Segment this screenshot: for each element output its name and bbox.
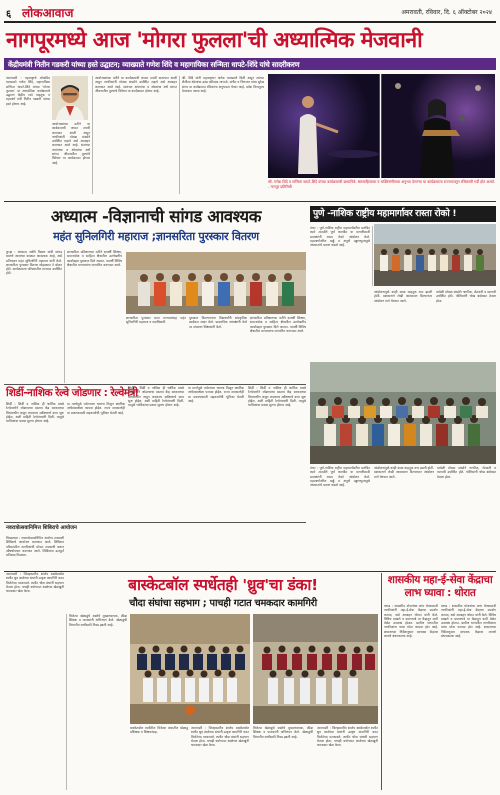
story1-lead-text-cont: आयोजकांच्या वतीने या कार्यक्रमाची जय्यत तयारी करण्यात आली असून नागरिकांनी मोठ्या संख्येने उपस्थित राहावे असे आवाहन करण्यात आले आहे. संतांच्या अभंगांचा व ओव्यांचा अर्थ सांगत जीवनातील मूल्यांचे विवेचन या कार्यक्रमात होणार आहे. — [52, 122, 90, 165]
story2-award-photo — [126, 252, 306, 314]
story4-col3-text: शिर्डी : शिर्डी व नाशिक ही धार्मिक स्थळे रेल्वेमार्गाने जोडण्याचा प्रस्ताव केंद्र सरकारच्या विचाराधीन असून लवकरच सर्वेक्षणाचे काम सुरू होईल, अशी माहिती रेल्वेमंत्र्यांनी दिली. यामुळे भाविकांचा प्रवास सुलभ होणार आहे. — [128, 386, 184, 408]
story1-stage-photo — [268, 74, 495, 178]
story6-second-team-photo — [253, 614, 378, 724]
story6-column-5 — [317, 726, 378, 788]
story1-headline: नागपूरमध्ये आज 'मोगरा फुलला'ची अध्यात्मिक मेजवानी — [6, 28, 423, 53]
story3-column-1 — [310, 226, 370, 358]
story6-column-2 — [69, 614, 127, 790]
story6-col3-text: अमरावती : जिल्हास्तरीय शालेय बास्केटबॉल स्पर्धेत ध्रुव शाळेच्या संघांनी उत्कृष्ट कामगिरी करत विजेतेपद पटकावले. स्पर्धेत चौदा संघांनी सहभाग घेतला होता. पाचही वयोगटात शाळेच्या खेळाडूंनी चमकदार खेळ केला. — [191, 726, 249, 748]
story3-col2-text: आंदोलनामुळे काही काळ वाहतूक ठप्प झाली होती. प्रशासनाने लेखी आश्वासन दिल्यानंतर आंदोलन मागे घेण्यात आले. — [374, 290, 432, 303]
story4-column-4 — [188, 386, 244, 520]
story1-column-3 — [182, 76, 264, 196]
story6-photo-caption — [130, 726, 188, 788]
story3-continued-1-text: मंचर : पुणे-नाशिक राष्ट्रीय महामार्गावरील प्रलंबित कामे तातडीने पूर्ण करावीत या मागणीसाठी ग्रामस्थांनी रास्ता रोको आंदोलन केले. महामार्गावरील खड्डे व अपूर्ण उड्डाणपुलामुळे अपघातांचे प्रमाण वाढले आहे. — [310, 466, 370, 488]
story1-col3-text: श्री. शिंदे यांनी महाराष्ट्रभर अनेक व्याख्याने दिली असून त्यांच्या शैलीला श्रोत्यांचा उदंड प्रतिसाद लाभतो. संगीत व निरूपण यांचा सुरेख संगम या कार्यक्रमात रसिकांना अनुभवता येणार आहे. प्रवेश विनामूल्य ठेवण्यात आला आहे. — [182, 76, 264, 93]
story7-headline-text: शासकीय महा-ई-सेवा केंद्राचा लाभ घ्यावा : थोरात — [387, 574, 493, 599]
story6-team-photo — [130, 614, 250, 724]
story7-headline — [384, 574, 496, 600]
section-divider — [4, 522, 306, 523]
story6-column-1 — [6, 572, 64, 790]
story3-col3-text: यावेळी मोठ्या संख्येने नागरिक, शेतकरी व व्यापारी उपस्थित होते. पोलिसांनी चोख बंदोबस्त ठेवला होता. — [436, 290, 496, 303]
column-divider — [66, 614, 67, 790]
story5-body — [6, 536, 64, 566]
story2-headline: अध्यात्म -विज्ञानाची सांगड आवश्यक — [50, 207, 262, 226]
story2-column-2 — [67, 250, 122, 383]
story6-headline: बास्केटबॉल स्पर्धेतही 'ध्रुव'चा डंका! — [128, 576, 318, 594]
story1-lead-text: अमरावती : महाराष्ट्राचे लोकप्रिय व्याख्याते गणेश शिंदे, महागायिका सन्मिता धापटे-शिंदे यांच्या 'मोगरा फुलला' या अध्यात्मिक कार्यक्रमाचे उद्घाटन केंद्रीय रस्ते वाहतूक व महामार्ग मंत्री नितीन गडकरी यांच्या हस्ते होणार आहे. — [6, 76, 50, 106]
story4-col2-text: या मार्गामुळे पर्यटनाला चालना मिळून स्थानिक अर्थव्यवस्थेला फायदा होईल. राज्य सरकारनेही या प्रकल्पासाठी सहकार्याची भूमिका घेतली आहे. — [67, 402, 125, 415]
header-rule — [4, 21, 496, 23]
story6-subheadline: चौदा संघांचा सहभाग ; पाचही गटात चमकदार कामगिरी — [129, 598, 317, 609]
story6-col2-text: विजेत्या खेळाडूंचे शाळेचे मुख्याध्यापक, क्रीडा शिक्षक व पालकांनी अभिनंदन केले. खेळाडूंची विभागीय स्पर्धेसाठी निवड झाली आहे. — [69, 614, 127, 627]
story2-column-3 — [189, 316, 247, 382]
column-divider — [372, 226, 373, 286]
story1-column-2 — [95, 76, 177, 196]
story3-headline: पुणे -नाशिक राष्ट्रीय महामार्गावर रास्ता रोको ! — [313, 208, 457, 219]
newspaper-logo: लोकआवाज — [22, 6, 74, 20]
story2-subheadline: महंत सुनिलगिरी महाराज ;ज्ञानसरिता पुरस्कार वितरण — [53, 230, 259, 243]
story7-col2-text: वरूड : शासकीय योजनांचा लाभ घेण्यासाठी नागरिकांनी महा-ई-सेवा केंद्राचा उपयोग करावा, असे आवाहन थोरात यांनी केले. विविध दाखले व प्रमाणपत्रे या केंद्रातून कमी वेळेत उपलब्ध होतात. ग्रामीण भागातील नागरिकांना याचा मोठा फायदा होत आहे. शासनाच्या निर्देशानुसार दरपत्रक केंद्रावर लावणे बंधनकारक आहे. — [441, 604, 496, 639]
story3-continued-2-text: आंदोलनामुळे काही काळ वाहतूक ठप्प झाली होती. प्रशासनाने लेखी आश्वासन दिल्यानंतर आंदोलन मागे घेण्यात आले. — [374, 466, 435, 479]
story2-column-4 — [250, 316, 306, 382]
story2-col2-text: ज्ञानसरिता प्रतिष्ठानच्या वतीने दरवर्षी शिक्षण, समाजसेवा व साहित्य क्षेत्रातील उल्लेखनीय कार्याबद्दल पुरस्कार दिले जातात. यावर्षी विविध क्षेत्रातील मान्यवरांना सन्मानित करण्यात आले. — [67, 250, 122, 267]
story4-col1-text: शिर्डी : शिर्डी व नाशिक ही धार्मिक स्थळे रेल्वेमार्गाने जोडण्याचा प्रस्ताव केंद्र सरकारच्या विचाराधीन असून लवकरच सर्वेक्षणाचे काम सुरू होईल, अशी माहिती रेल्वेमंत्र्यांनी दिली. यामुळे भाविकांचा प्रवास सुलभ होणार आहे. — [6, 402, 64, 424]
column-divider — [92, 76, 93, 194]
section-divider — [4, 571, 496, 572]
story3-continued-1 — [310, 466, 370, 526]
story6-caption-text: बास्केटबॉल स्पर्धेतील विजेत्या संघातील खेळाडू प्रशिक्षक व शिक्षकांसह. — [130, 726, 188, 735]
section-divider — [4, 201, 496, 202]
story2-col3-text: पुरस्कार वितरणानंतर विद्यार्थ्यांनी सांस्कृतिक कार्यक्रम सादर केले. प्रास्ताविक अध्यक्षांनी केले तर संचालन शिक्षकांनी केले. — [189, 316, 247, 329]
story1-caption-text: श्री. गणेश शिंदे व सन्मिता धापटे-शिंदे यांच्या कार्यक्रमाची छायाचित्रे. संतसाहित्याचा व भक्तिसंगीताचा अनुभव देणाऱ्या या कार्यक्रमाला राज्यभरातून रसिकांची गर्दी होत असते. — [268, 180, 495, 184]
story1-subheadline: केंद्रीयमंत्री नितीन गडकरी यांच्या हस्ते उद्घाटन; व्याख्याते गणेश शिंदे व महागायिका सन्मिता धापटे-शिंदे यांचे सादरीकरण — [8, 59, 300, 69]
story7-column-2 — [441, 604, 496, 790]
story6-col4-text: विजेत्या खेळाडूंचे शाळेचे मुख्याध्यापक, क्रीडा शिक्षक व पालकांनी अभिनंदन केले. खेळाडूंची विभागीय स्पर्धेसाठी निवड झाली आहे. — [253, 726, 313, 739]
story4-column-1 — [6, 402, 64, 520]
story7-column-1 — [384, 604, 438, 790]
story2-col4-text: ज्ञानसरिता प्रतिष्ठानच्या वतीने दरवर्षी शिक्षण, समाजसेवा व साहित्य क्षेत्रातील उल्लेखनीय कार्याबद्दल पुरस्कार दिले जातात. यावर्षी विविध क्षेत्रातील मान्यवरांना सन्मानित करण्यात आले. — [250, 316, 306, 333]
story1-lead-continued — [52, 122, 90, 196]
column-divider — [64, 250, 65, 383]
story6-col5-text: अमरावती : जिल्हास्तरीय शालेय बास्केटबॉल स्पर्धेत ध्रुव शाळेच्या संघांनी उत्कृष्ट कामगिरी करत विजेतेपद पटकावले. स्पर्धेत चौदा संघांनी सहभाग घेतला होता. पाचही वयोगटात शाळेच्या खेळाडूंनी चमकदार खेळ केला. — [317, 726, 378, 748]
story1-photo-credit: - नागपूर प्रतिनिधी — [268, 184, 292, 189]
story6-column-4 — [253, 726, 313, 788]
story4-col5-text: शिर्डी : शिर्डी व नाशिक ही धार्मिक स्थळे रेल्वेमार्गाने जोडण्याचा प्रस्ताव केंद्र सरकारच्या विचाराधीन असून लवकरच सर्वेक्षणाचे काम सुरू होईल, अशी माहिती रेल्वेमंत्र्यांनी दिली. यामुळे भाविकांचा प्रवास सुलभ होणार आहे. — [248, 386, 306, 408]
story3-column-2 — [374, 290, 432, 358]
story3-continued-3-text: यावेळी मोठ्या संख्येने नागरिक, शेतकरी व व्यापारी उपस्थित होते. पोलिसांनी चोख बंदोबस्त ठेवला होता. — [437, 466, 496, 479]
story6-column-3 — [191, 726, 249, 788]
dateline: अमरावती, रविवार, दि. ६ ऑक्टोबर २०२४ — [401, 9, 492, 16]
page-number: ६ — [6, 9, 12, 20]
story2-caption-text: ज्ञानसरिता पुरस्कार प्राप्त मान्यवरांसह महंत सुनिलगिरी महाराज व पदाधिकारी. — [126, 316, 186, 325]
section-divider — [4, 384, 306, 385]
column-divider — [179, 76, 180, 194]
story4-column-3 — [128, 386, 184, 520]
story1-photo-caption — [268, 180, 495, 198]
story4-column-5 — [248, 386, 306, 520]
story2-photo-caption — [126, 316, 186, 382]
story1-lead-column — [6, 76, 50, 196]
story2-col1-text: कुऱ्हा : अध्यात्म आणि विज्ञान यांची सांगड घालणे आजच्या काळात आवश्यक आहे, असे प्रतिपादन महंत सुनिलगिरी महाराज यांनी केले. ज्ञानसरिता पुरस्कार वितरण सोहळ्यात ते बोलत होते. कार्यक्रमाला परिसरातील मान्यवर उपस्थित होते. — [6, 250, 62, 276]
story4-headline: शिर्डी-नाशिक रेल्वे जोडणार : रेल्वेमंत्री — [6, 387, 138, 399]
gadkari-portrait — [52, 76, 88, 120]
story4-column-2 — [67, 402, 125, 520]
story3-continued-2 — [374, 466, 434, 526]
page-header — [0, 0, 500, 24]
story3-column-3 — [436, 290, 496, 358]
story3-continued-3 — [437, 466, 496, 526]
story5-body-text: चिखलदरा : नवरात्रोत्सवानिमित्त आरोग्य तपासणी शिबिराचे आयोजन करण्यात आले. शिबिरात परिसरातील नागरिकांची मोफत तपासणी करून औषधोपचार करण्यात आले. शिबिराला उत्स्फूर्त प्रतिसाद मिळाला. — [6, 536, 64, 558]
story4-col4-text: या मार्गामुळे पर्यटनाला चालना मिळून स्थानिक अर्थव्यवस्थेला फायदा होईल. राज्य सरकारनेही या प्रकल्पासाठी सहकार्याची भूमिका घेतली आहे. — [188, 386, 244, 403]
story3-protest-photo — [374, 224, 496, 286]
story2-column-1 — [6, 250, 62, 383]
story5-headline: नवरात्रोत्सवानिमित्त शिबिराचे आयोजन — [6, 525, 77, 531]
story7-col1-text: वरूड : शासकीय योजनांचा लाभ घेण्यासाठी नागरिकांनी महा-ई-सेवा केंद्राचा उपयोग करावा, असे आवाहन थोरात यांनी केले. विविध दाखले व प्रमाणपत्रे या केंद्रातून कमी वेळेत उपलब्ध होतात. ग्रामीण भागातील नागरिकांना याचा मोठा फायदा होत आहे. शासनाच्या निर्देशानुसार दरपत्रक केंद्रावर लावणे बंधनकारक आहे. — [384, 604, 438, 639]
story1-col2-text: आयोजकांच्या वतीने या कार्यक्रमाची जय्यत तयारी करण्यात आली असून नागरिकांनी मोठ्या संख्येने उपस्थित राहावे असे आवाहन करण्यात आले आहे. संतांच्या अभंगांचा व ओव्यांचा अर्थ सांगत जीवनातील मूल्यांचे विवेचन या कार्यक्रमात होणार आहे. — [95, 76, 177, 93]
story3-col1-text: मंचर : पुणे-नाशिक राष्ट्रीय महामार्गावरील प्रलंबित कामे तातडीने पूर्ण करावीत या मागणीसाठी ग्रामस्थांनी रास्ता रोको आंदोलन केले. महामार्गावरील खड्डे व अपूर्ण उड्डाणपुलामुळे अपघातांचे प्रमाण वाढले आहे. — [310, 226, 370, 248]
story6-col1-text: अमरावती : जिल्हास्तरीय शालेय बास्केटबॉल स्पर्धेत ध्रुव शाळेच्या संघांनी उत्कृष्ट कामगिरी करत विजेतेपद पटकावले. स्पर्धेत चौदा संघांनी सहभाग घेतला होता. पाचही वयोगटात शाळेच्या खेळाडूंनी चमकदार खेळ केला. — [6, 572, 64, 594]
story3-group-photo — [310, 362, 496, 464]
column-divider — [381, 573, 382, 790]
